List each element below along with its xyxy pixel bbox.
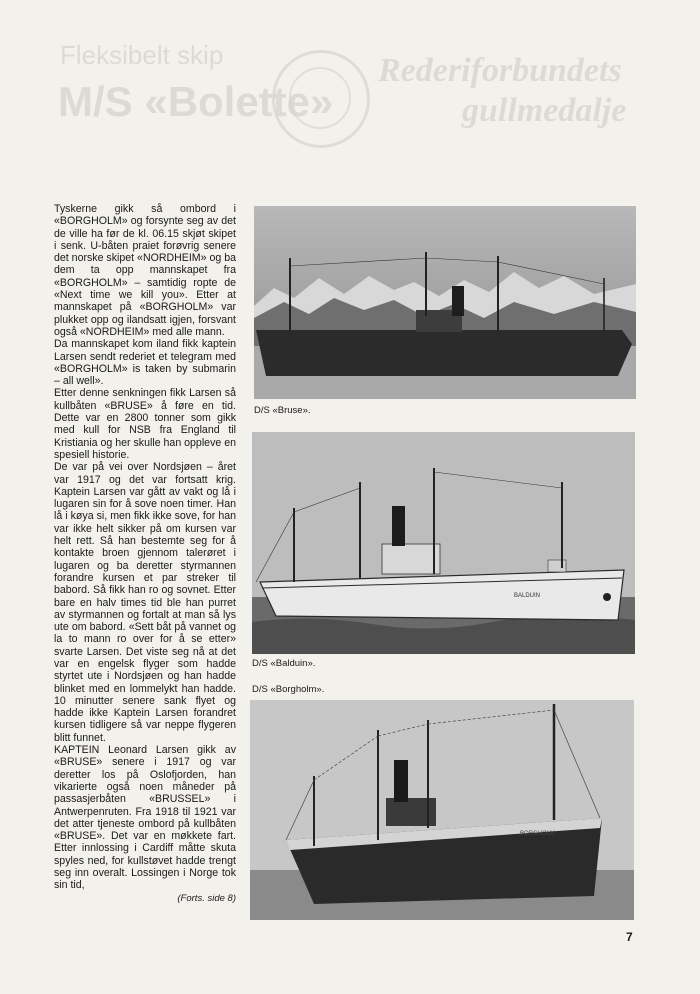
photo-bruse <box>254 206 636 399</box>
page-number: 7 <box>626 930 633 944</box>
ghost-header-title: M/S «Bolette» <box>58 78 334 125</box>
ship-bruse-illustration <box>254 206 636 399</box>
ghost-header-line: Fleksibelt skip <box>60 40 224 70</box>
caption-borgholm: D/S «Borgholm». <box>252 684 325 695</box>
article-paragraph: Da mannskapet kom iland fikk kaptein Larsen sendt rederiet et telegram med «BORGHOLM» is taken by submarin – all well». <box>54 338 236 388</box>
ship-name-label: BALDUIN <box>514 593 541 599</box>
photo-borgholm <box>250 700 634 920</box>
ghost-header-right: Rederiforbundets <box>378 52 622 89</box>
ship-name-label: BORGHOLM <box>520 831 556 837</box>
ghost-seal <box>272 50 370 148</box>
ship-borgholm-illustration <box>250 700 634 920</box>
article-paragraph: Etter denne senkningen fikk Larsen så kullbåten «BRUSE» å føre en tid. Dette var en 2800 tonner som gikk med kull for NSB fra England til Kristiania og her skulle han oppleve en spesiell historie. <box>54 387 236 461</box>
article-column <box>54 203 236 905</box>
ghost-header-right-2: gullmedalje <box>462 92 627 129</box>
ship-balduin-illustration <box>252 432 635 654</box>
article-paragraph: KAPTEIN Leonard Larsen gikk av «BRUSE» senere i 1917 og var deretter los på Oslofjorden, han vikarierte også noen måneder på passasjerbåten «BRUSSEL» i Antwerpenruten. Fra 1918 til 1921 var det atter tjeneste ombord på kullbåten «BRUSE». Det var en møkkete fart. Etter innlossing i Cardiff måtte skuta spyles ned, for kullstøvet hadde trengt seg inn overalt. Lossingen i Norge tok sin tid, <box>54 744 236 892</box>
caption-bruse: D/S «Bruse». <box>254 405 311 416</box>
article-paragraph: Tyskerne gikk så ombord i «BORGHOLM» og forsynte seg av det de ville ha før de kl. 06.15 skjøt skipet i senk. U-båten praiet forøvrig senere det norske skipet «NORDHEIM» og ba dem ta opp mannskapet fra «BORGHOLM» – samtidig ropte de «Next time we kill you». Etter at mannskapet på «BORGHOLM» var plukket opp og ilandsatt igjen, forsvant også «NORDHEIM» med alle mann. <box>54 203 236 338</box>
article-paragraph: De var på vei over Nordsjøen – året var 1917 og det var fortsatt krig. Kaptein Larsen var gått av vakt og lå i lugaren sin for å sove noen timer. Han lå i køya si, men fikk ikke sove, for han var ikke helt sikker på om kursen var helt rett. Så han bestemte seg for å kontakte broen gjennom talerøret i lugaren og ba deretter styrmannen forandre kursen et par streker til babord. Så fikk han ro og sovnet. Etter bare en halv times tid ble han purret av styrmannen og fortalt at man så lys ute om babord. «Sett båt på vannet og la to mann ro over for å se etter» svarte Larsen. Det viste seg nå at det var en engelsk flyger som hadde styrtet ute i Nordsjøen og han hadde blinket med en lommelykt han hadde. 10 minutter senere sank flyet og hadde ikke Kaptein Larsen forandret kursen tidligere så var neppe flygeren blitt funnet. <box>54 461 236 744</box>
photo-balduin <box>252 432 635 654</box>
caption-balduin: D/S «Balduin». <box>252 658 316 669</box>
continued-note: (Forts. side 8) <box>177 892 236 904</box>
